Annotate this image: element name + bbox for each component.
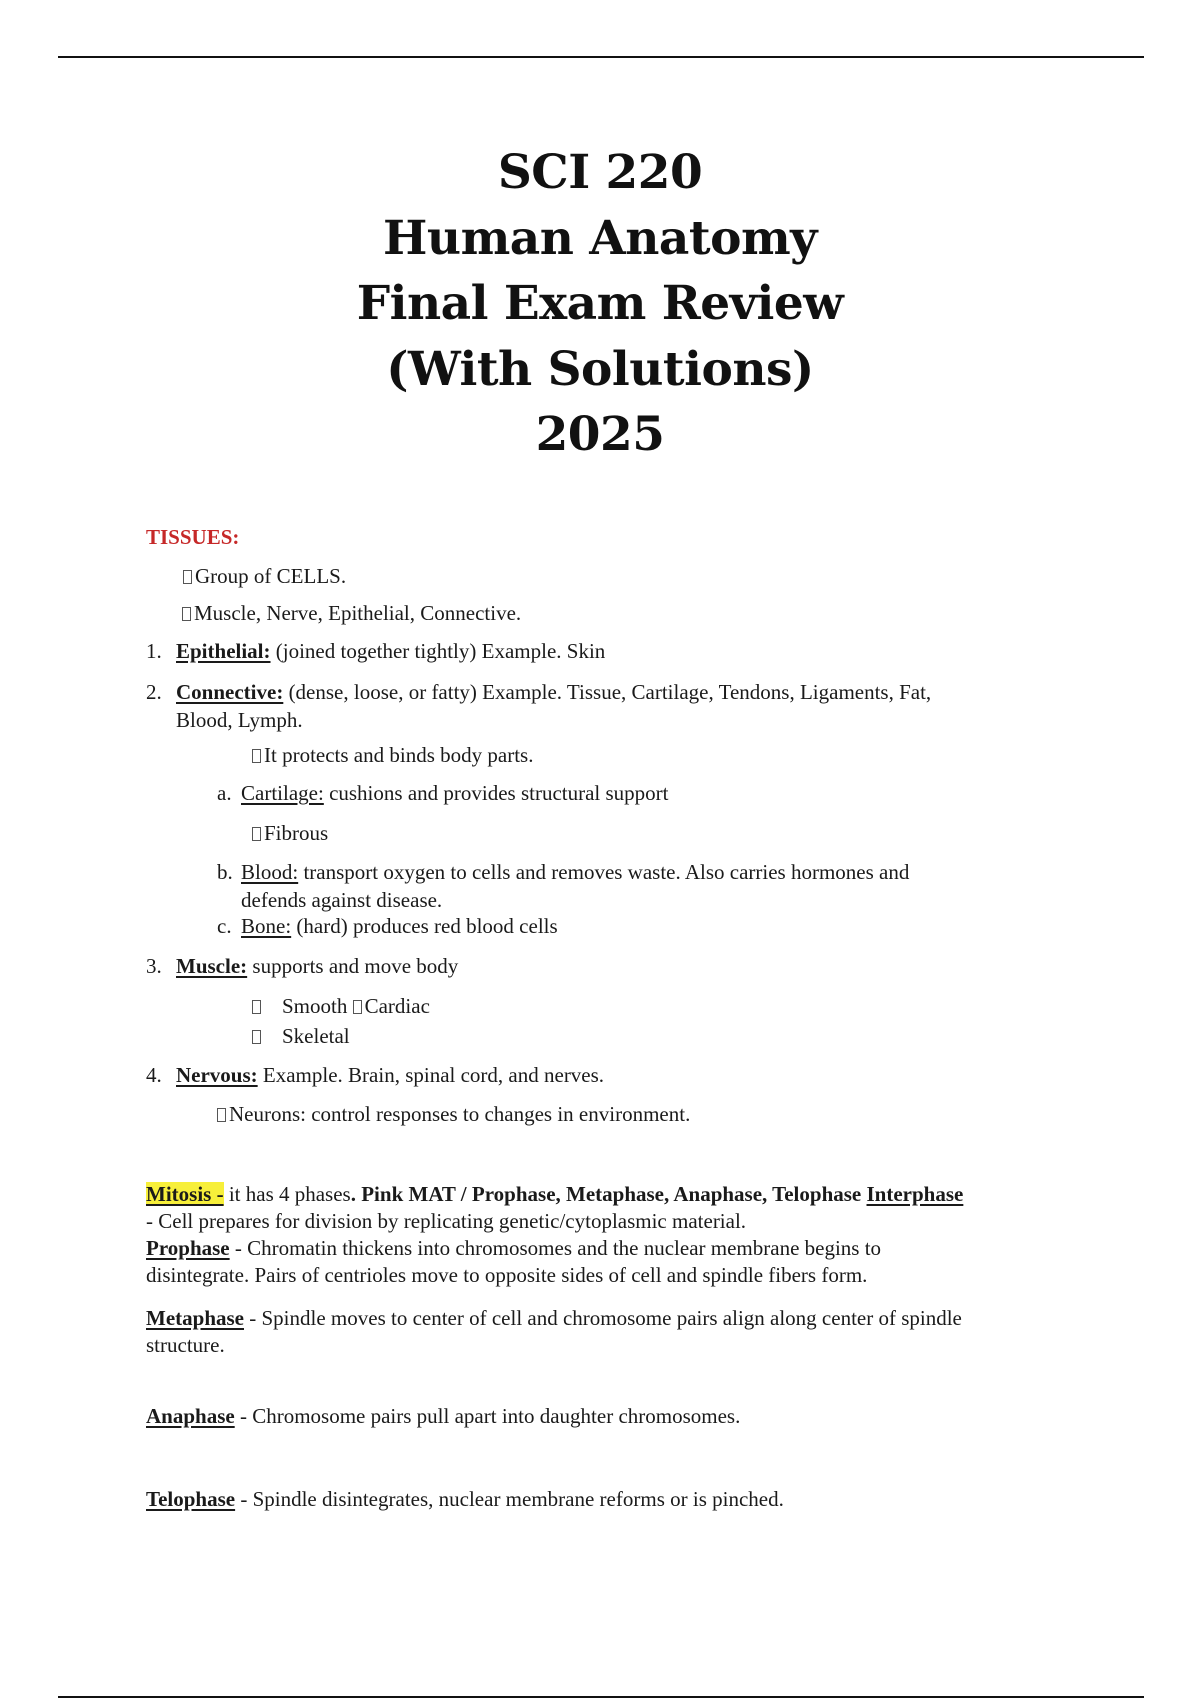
item-nervous: Nervous: Example. Brain, spinal cord, and nerves. bbox=[176, 1063, 605, 1087]
item-number-4: 4. bbox=[146, 1063, 162, 1087]
muscle-bullet-row2: Skeletal bbox=[252, 1022, 350, 1050]
telophase-paragraph: Telophase - Spindle disintegrates, nuclear membrane reforms or is pinched. bbox=[146, 1487, 784, 1511]
mitosis-paragraph: Mitosis - it has 4 phases. Pink MAT / Prophase, Metaphase, Anaphase, Telophase Interphase - Cell prepares for division by replicating genetic/cytoplasmic material. Prophase - Chromatin thickens into chromosomes and the nuclear membrane begins to disintegrate. Pairs of centrioles move to opposite sides of cell and spindle fibers form. bbox=[146, 1182, 964, 1287]
title-line-year: 2025 bbox=[535, 407, 665, 462]
sub-blood: Blood: transport oxygen to cells and removes waste. Also carries hormones and bbox=[241, 860, 910, 884]
bullet-box-icon bbox=[217, 1108, 226, 1122]
bullet-box-icon bbox=[252, 1000, 261, 1014]
document-title bbox=[0, 140, 1200, 468]
term-muscle: Muscle: bbox=[176, 954, 248, 978]
term-bone: Bone: bbox=[241, 914, 292, 938]
item-number-2: 2. bbox=[146, 680, 162, 704]
bullet-box-icon bbox=[353, 1000, 362, 1014]
term-connective: Connective: bbox=[176, 680, 284, 704]
interphase-text: - Cell prepares for division by replicating genetic/cytoplasmic material. bbox=[146, 1209, 747, 1233]
item-connective: Connective: (dense, loose, or fatty) Example. Tissue, Cartilage, Tendons, Ligaments, Fat, bbox=[176, 680, 932, 704]
bullet-box-icon bbox=[183, 570, 192, 584]
term-blood: Blood: bbox=[241, 860, 299, 884]
title-line-solutions: (With Solutions) bbox=[386, 341, 814, 397]
bullet-box-icon bbox=[252, 827, 261, 841]
title-line-subject: Human Anatomy bbox=[383, 210, 817, 266]
item-number-1: 1. bbox=[146, 639, 162, 663]
sub-blood-cont: defends against disease. bbox=[241, 888, 443, 912]
prophase-text-cont: disintegrate. Pairs of centrioles move to opposite sides of cell and spindle fibers form. bbox=[146, 1263, 868, 1287]
term-nervous: Nervous: bbox=[176, 1063, 258, 1087]
item-connective-cont: Blood, Lymph. bbox=[176, 708, 303, 732]
bullet-box-icon bbox=[182, 607, 191, 621]
metaphase-text-cont: structure. bbox=[146, 1333, 225, 1357]
bullet-box-icon bbox=[252, 1030, 261, 1044]
sub-letter-b: b. bbox=[217, 860, 233, 884]
cartilage-bullet: Fibrous bbox=[252, 819, 328, 847]
tissues-bullet-cells: Group of CELLS. bbox=[183, 562, 346, 590]
term-cartilage: Cartilage: bbox=[241, 781, 324, 805]
top-rule bbox=[58, 56, 1144, 58]
item-muscle: Muscle: supports and move body bbox=[176, 954, 459, 978]
anaphase-paragraph: Anaphase - Chromosome pairs pull apart into daughter chromosomes. bbox=[146, 1404, 741, 1428]
term-epithelial: Epithelial: bbox=[176, 639, 271, 663]
connective-bullet: It protects and binds body parts. bbox=[252, 741, 533, 769]
sub-letter-c: c. bbox=[217, 914, 232, 938]
nervous-bullet: Neurons: control responses to changes in environment. bbox=[217, 1100, 690, 1128]
bullet-box-icon bbox=[252, 749, 261, 763]
sub-cartilage: Cartilage: cushions and provides structural support bbox=[241, 781, 669, 805]
item-epithelial: Epithelial: (joined together tightly) Example. Skin bbox=[176, 639, 606, 663]
tissues-bullet-types: Muscle, Nerve, Epithelial, Connective. bbox=[182, 599, 521, 627]
term-prophase: Prophase bbox=[146, 1236, 230, 1260]
bottom-rule bbox=[58, 1696, 1144, 1698]
title-line-course: SCI 220 bbox=[497, 145, 703, 200]
muscle-bullet-row1: Smooth Cardiac bbox=[252, 992, 430, 1020]
sub-bone: Bone: (hard) produces red blood cells bbox=[241, 914, 558, 938]
term-telophase: Telophase bbox=[146, 1487, 236, 1511]
item-number-3: 3. bbox=[146, 954, 162, 978]
metaphase-paragraph: Metaphase - Spindle moves to center of cell and chromosome pairs align along center of spindle structure. bbox=[146, 1306, 962, 1357]
term-anaphase: Anaphase bbox=[146, 1404, 235, 1428]
term-interphase: Interphase bbox=[866, 1182, 964, 1206]
title-line-exam: Final Exam Review bbox=[356, 276, 844, 331]
term-metaphase: Metaphase bbox=[146, 1306, 244, 1330]
term-mitosis: Mitosis - bbox=[146, 1182, 224, 1206]
tissues-heading: TISSUES: bbox=[146, 525, 240, 549]
sub-letter-a: a. bbox=[217, 781, 232, 805]
